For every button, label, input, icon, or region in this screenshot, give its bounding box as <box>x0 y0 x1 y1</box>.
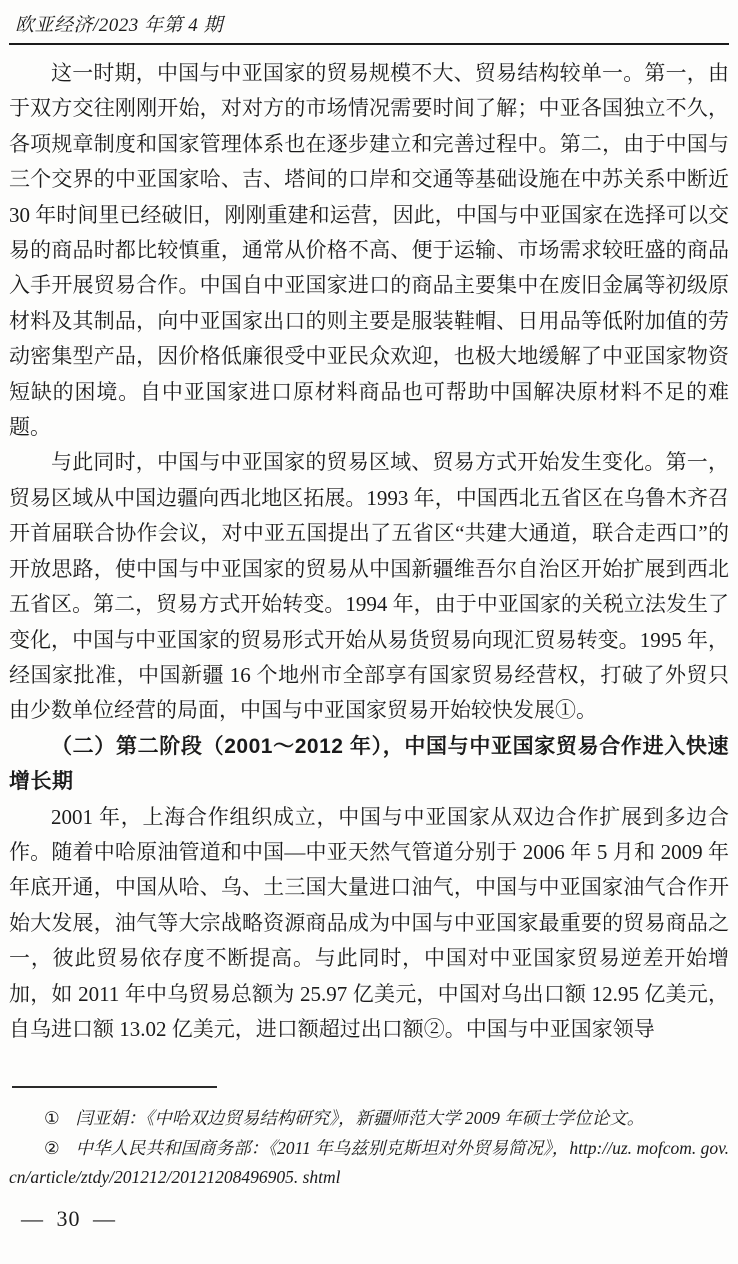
footnote-1-text: 闫亚娟：《中哈双边贸易结构研究》，新疆师范大学 2009 年硕士学位论文。 <box>75 1108 645 1128</box>
footnote-1-marker: ① <box>44 1108 60 1128</box>
header-rule <box>9 43 729 45</box>
footnote-area <box>9 1086 729 1232</box>
page-number: — 30 — <box>21 1205 116 1231</box>
footnote-2 <box>9 1134 729 1193</box>
footnote-2-text: 中华人民共和国商务部：《2011 年乌兹别克斯坦对外贸易简况》，http://uz. mofcom. gov. cn/article/ztdy/201212/20121208496905. shtml <box>9 1137 729 1187</box>
paragraph-second-stage: 2001 年，上海合作组织成立，中国与中亚国家从双边合作扩展到多边合作。随着中哈原油管道和中国—中亚天然气管道分别于 2006 年 5 月和 2009 年年底开通，中国从哈、乌、土三国大量进口油气，中国与中亚国家油气合作开始大发展，油气等大宗战略资源商品成为中国与中亚国家最重要的贸易商品之一，彼此贸易依存度不断提高。与此同时，中国对中亚国家贸易逆差开始增加，如 2011 年中乌贸易总额为 25.97 亿美元，中国对乌出口额 12.95 亿美元，自乌进口额 13.02 亿美元，进口额超过出口额②。中国与中亚国家领导 <box>9 804 729 1041</box>
paragraph-trade-change: 与此同时，中国与中亚国家的贸易区域、贸易方式开始发生变化。第一，贸易区域从中国边疆向西北地区拓展。1993 年，中国西北五省区在乌鲁木齐召开首届联合协作会议，对中亚五国提出了五省区“共建大通道，联合走西口”的开放思路，使中国与中亚国家的贸易从中国新疆维吾尔自治区开始扩展到西北五省区。第二，贸易方式开始转变。1994 年，由于中亚国家的关税立法发生了变化，中国与中亚国家的贸易形式开始从易货贸易向现汇贸易转变。1995 年，经国家批准，中国新疆 16 个地州市全部享有国家贸易经营权，打破了外贸只由少数单位经营的局面，中国与中亚国家贸易开始较快发展①。 <box>9 450 729 723</box>
paragraph-first-stage: 这一时期，中国与中亚国家的贸易规模不大、贸易结构较单一。第一，由于双方交往刚刚开始，对对方的市场情况需要时间了解；中亚各国独立不久，各项规章制度和国家管理体系也在逐步建立和完善过程中。第二，由于中国与三个交界的中亚国家哈、吉、塔间的口岸和交通等基础设施在中苏关系中断近 30 年时间里已经破旧，刚刚重建和运营，因此，中国与中亚国家在选择可以交易的商品时都比较慎重，通常从价格不高、便于运输、市场需求较旺盛的商品入手开展贸易合作。中国自中亚国家进口的商品主要集中在废旧金属等初级原材料及其制品，向中亚国家出口的则主要是服装鞋帽、日用品等低附加值的劳动密集型产品，因价格低廉很受中亚民众欢迎，也极大地缓解了中亚国家物资短缺的困境。自中亚国家进口原材料商品也可帮助中国解决原材料不足的难题。 <box>9 61 729 440</box>
footnote-1 <box>9 1104 729 1134</box>
article-body <box>9 56 729 1047</box>
footnote-2-marker: ② <box>44 1137 60 1158</box>
page-header <box>9 14 729 45</box>
section-heading-second-stage: （二）第二阶段（2001～2012 年），中国与中亚国家贸易合作进入快速增长期 <box>9 734 729 794</box>
running-head: 欧亚经济/2023 年第 4 期 <box>15 15 224 36</box>
footnote-separator <box>12 1086 217 1088</box>
